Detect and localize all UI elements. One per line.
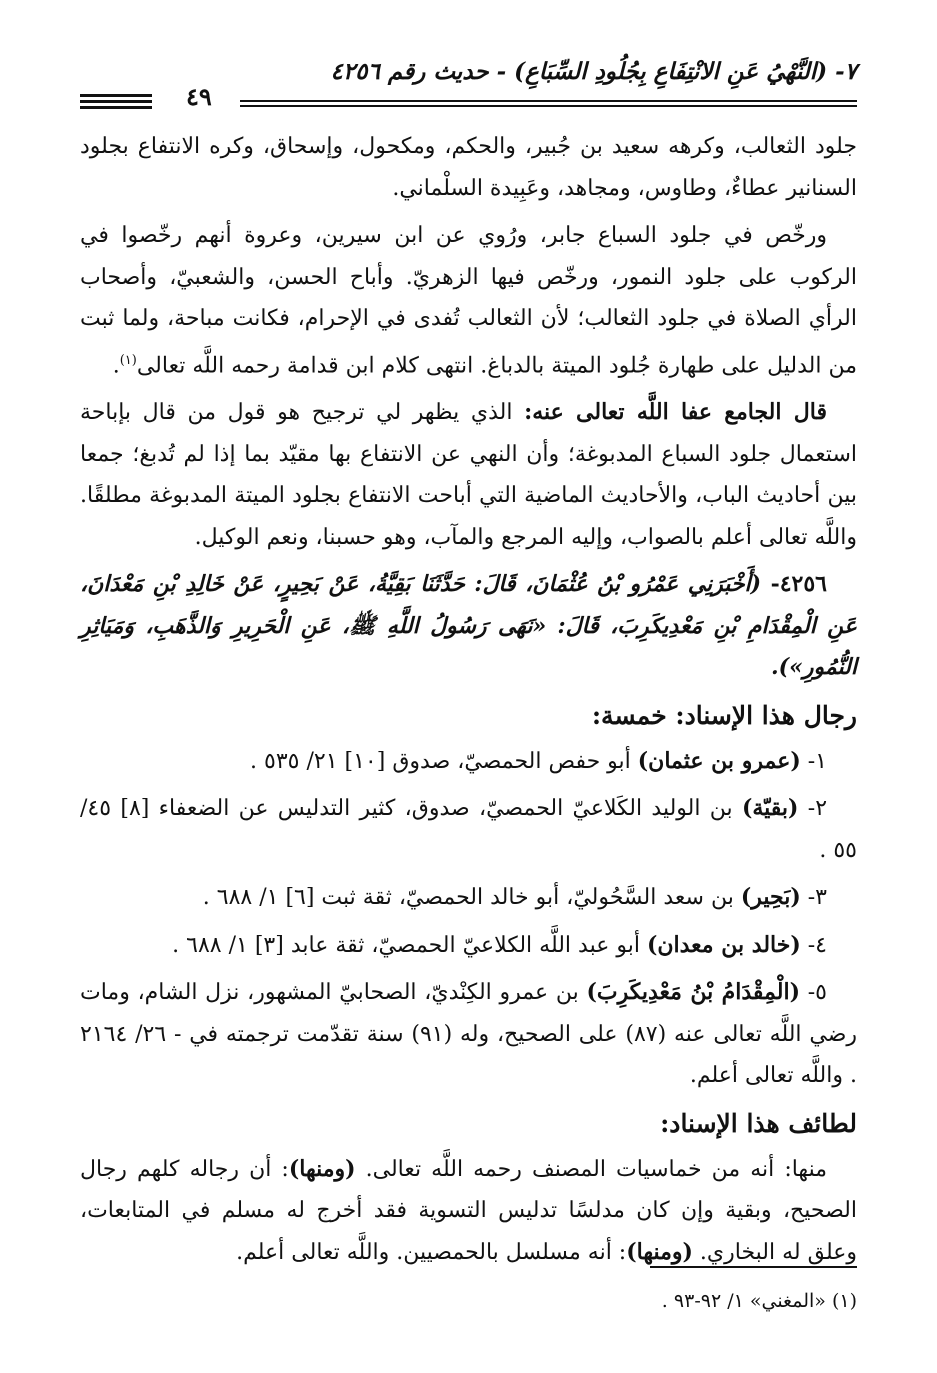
page-number: ٤٩ [186,82,212,111]
compiler-note-text: الذي يظهر لي ترجيح هو قول من قال بإباحة استعمال جلود السباع المدبوغة؛ وأن النهي عن الانتفاع بها مقيّد بما إذا لم تُدبغ؛ جمعا بين أحاديث الباب، والأحاديث الماضية التي أباحت الانتفاع بجلود الميتة المدبوغة مطلقًا. واللَّه تعالى أعلم بالصواب، وإليه المرجع والمآب، وهو حسبنا، ونعم الوكيل. [80,400,857,550]
header-ornament-rule-3 [80,106,152,109]
subtleties-text-a: منها: أنه من خماسيات المصنف رحمه اللَّه تعالى. [355,1156,827,1182]
footnote-divider [650,1266,857,1268]
narrator-name: (خالد بن معدان) [646,931,801,958]
narrator-name: (بَحِير) [740,884,801,911]
narrator-number: ٤- [800,932,827,958]
narrator-item [80,925,857,967]
footnote: (١) «المغني» ١/ ٩٢-٩٣ . [661,1290,857,1312]
paragraph-2 [80,215,857,386]
running-header [80,58,857,111]
narrator-details: أبو حفص الحمصيّ، صدوق [١٠] ٢١/ ٥٣٥ . [250,748,638,774]
header-ornament-rule [80,94,152,97]
paragraph-1: جلود الثعالب، وكرهه سعيد بن جُبير، والحكم، ومكحول، وإسحاق، وكره الانتفاع بجلود السنانير عطاءٌ، وطاوس، ومجاهد، وعَبِيدة السلْماني. [80,134,857,201]
header-title: ٧- (النَّهْيُ عَنِ الانْتِفَاعِ بِجُلُودِ السِّبَاعِ) - حديث رقم ٤٢٥٦ [330,58,857,85]
narrator-item [80,741,857,783]
narrator-number: ٣- [800,885,827,911]
hadith-body: (أَخْبَرَنِي عَمْرُو بْنُ عُثْمَانَ، قَالَ: حَدَّثَنَا بَقِيَّةُ، عَنْ بَحِيرٍ، عَنْ خَالِدِ بْنِ مَعْدَانَ، عَنِ الْمِقْدَامِ بْنِ مَعْدِيكَرِبَ، قَالَ: «نَهَى رَسُولُ اللَّهِ ﷺ، عَنِ الْحَرِيرِ وَالذَّهَبِ، وَمَيَاثِرِ النُّمُورِ»). [80,571,857,681]
subtleties-heading: لطائف هذا الإسناد: [660,1108,857,1138]
narrator-name: (الْمِقْدَامُ بْنُ مَعْدِيكَرِبَ) [586,979,800,1006]
hadith-text [80,564,857,689]
paragraph-2-end: . [112,352,120,378]
narrator-item [80,877,857,919]
narrator-item [80,972,857,1097]
header-rule-double [240,105,857,107]
narrator-details: بن عمرو الكِنْديّ، الصحابيّ المشهور، نزل الشام، ومات رضي اللَّه تعالى عنه (٨٧) على الصحيح، وله (٩١) سنة تقدّمت ترجمته في - ٢٦/ ٢١٦٤ . واللَّه تعالى أعلم. [80,980,857,1089]
subtleties-label: (ومنها) [626,1238,693,1265]
narrator-item [80,788,857,871]
subtleties-text-b: : أن رجاله كلهم رجال الصحيح، وبقية وإن كان مدلسًا تدليس التسوية فقد أخرج له مسلم في المتابعات، وعلق له البخاري. [80,1156,857,1265]
main-text [80,126,857,1279]
narrators-heading: رجال هذا الإسناد: خمسة: [591,700,857,730]
header-rule [240,100,857,102]
paragraph-3 [80,392,857,558]
subtleties-paragraph [80,1149,857,1274]
subtleties-label: (ومنها) [288,1155,356,1182]
narrator-details: بن سعد السَّحُوليّ، أبو خالد الحمصيّ، ثقة ثبت [٦] ١/ ٦٨٨ . [202,885,741,911]
narrator-details: بن الوليد الكَلاعيّ الحمصيّ، صدوق، كثير التدليس عن الضعفاء [٨] ٤٥/ ٥٥ . [80,796,857,863]
narrator-number: ٢- [798,796,828,822]
paragraph-2-text: ورخّص في جلود السباع جابر، ورُوي عن ابن سيرين، وعروة أنهم رخّصوا في الركوب على جلود النمور، ورخّص فيها الزهريّ. وأباح الحسن، والشعبيّ، وأصحاب الرأي الصلاة في جلود الثعالب؛ لأن الثعالب تُفدى في الإحرام، فكانت مباحة، ولما ثبت من الدليل على طهارة جُلود الميتة بالدباغ. انتهى كلام ابن قدامة رحمه اللَّه تعالى [80,223,857,378]
narrator-name: (عمرو بن عثمان) [637,747,801,774]
header-ornament-rule-2 [80,100,152,103]
subtleties-text-c: : أنه مسلسل بالحمصيين. واللَّه تعالى أعلم. [236,1239,627,1265]
narrator-number: ٥- [799,980,827,1006]
hadith-number: ٤٢٥٦- [761,571,827,598]
narrator-number: ١- [800,748,827,774]
narrator-details: أبو عبد اللَّه الكلاعيّ الحمصيّ، ثقة عابد [٣] ١/ ٦٨٨ . [172,932,647,958]
footnote-ref[interactable]: (١) [119,352,137,368]
compiler-note-lead: قال الجامع عفا اللَّه تعالى عنه: [524,399,827,426]
narrator-name: (بقيّة) [741,795,799,822]
